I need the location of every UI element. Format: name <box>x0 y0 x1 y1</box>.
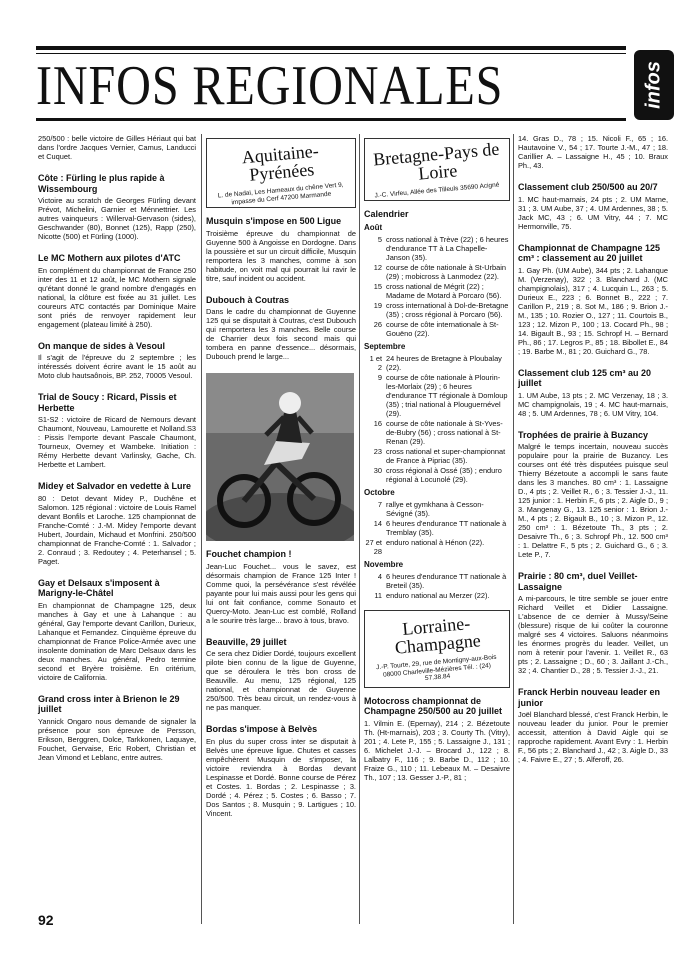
article-heading: Le MC Mothern aux pilotes d'ATC <box>38 253 181 263</box>
region-title: Bretagne-Pays de Loire <box>372 138 501 184</box>
article <box>206 637 356 713</box>
region-address: L. de Nadai, Les Hameaux du chêne Vert 9, impasse du Cerf 47200 Marmande <box>217 181 344 206</box>
article-body: 1. UM Aube, 13 pts ; 2. MC Verzenay, 18 ; 3. MC champignolais, 19 ; 4. MC haut-marnais, 48 ; 5. UM Ardennes, 78 ; 6. UM Vitry, 104. <box>518 390 668 418</box>
calendar-event <box>364 591 510 600</box>
article <box>518 687 668 764</box>
event-text: enduro national à Hénon (22). <box>386 538 485 547</box>
event-day: 14 <box>373 519 382 528</box>
column-1 <box>38 134 196 774</box>
event-text: cross international à Dol-de-Bretagne (35) ; cross régional à Porcaro (56). <box>386 301 509 319</box>
article <box>518 182 668 231</box>
article-heading: Championnat de Champagne 125 cm³ : classement au 20 juillet <box>518 242 661 263</box>
article-heading: On manque de sides à Vesoul <box>38 340 166 351</box>
article-body: Il s'agit de l'épreuve du 2 septembre ; les intéressés doivent écrire avant le 15 août au Moto club hautsaônois, BP. 252, 70005 Vesoul. <box>38 353 196 380</box>
article-heading: Côte : Fürling le plus rapide à Wissembourg <box>38 173 165 194</box>
article-body: 1. Vilmin E. (Epernay), 214 ; 2. Bézetoute Th. (Ht-marnais), 203 ; 3. Courty Th. (Vitry), 201 ; 4. Lete P., 155 ; 5. Lassaigne J., 131 ; 6. Michelet J.-J. – Brocard J., 122 ; 8. Lalbatry F., 116 ; 9. Barbe D., 112 ; 10. Fraize G., 110 ; 11. Lebeaux M. – Desaivre Th., 107 ; 13. Gesser J.-P., 81 ; <box>364 718 510 782</box>
event-day: 16 <box>373 419 382 428</box>
region-badge-aquitaine <box>206 138 356 208</box>
article-heading: Dubouch à Coutras <box>206 294 290 305</box>
article <box>206 216 356 283</box>
article <box>38 481 196 566</box>
calendar-event <box>364 320 510 338</box>
article-heading: Classement club 250/500 au 20/7 <box>518 182 658 192</box>
article-body: S1-S2 : victoire de Ricard de Nemours devant Chaumont, Nouveau, Lamourette et Nolland.S3 : Pissis l'emporte devant Pascale Chaumont, Tourneux, Overney et Wambeke. Initiation : Rémy Herbette devant Varlinsky, Gache, Ch. Herbette et Lambert. <box>38 415 196 469</box>
calendar-event <box>364 466 510 484</box>
article-body: En complément du championnat de France 250 inter des 11 et 12 août, le MC Mothern signale qu'étant donné le grand nombre d'engagés en national, la clôture est fixée au 31 juillet. Les coureurs ATC contactés par Dominique Maire sont priés de renvoyer rapidement leur engagement (plateau limité à 250). <box>38 265 196 329</box>
masthead-rule-top <box>36 46 626 50</box>
motocross-photo <box>206 373 354 541</box>
event-text: cross national à Trève (22) ; 6 heures d'endurance TT à La Chapelle-Janson (35). <box>386 235 509 262</box>
event-day: 4 <box>377 572 382 581</box>
event-text: cross national et super-championnat de France à Pipriac (35). <box>386 447 506 465</box>
event-day: 23 <box>373 447 382 456</box>
calendar-event <box>364 538 510 556</box>
event-text: 6 heures d'endurance TT nationale à Breteil (35). <box>386 572 507 590</box>
event-day: 11 <box>374 591 382 600</box>
event-day: 15 <box>373 282 382 291</box>
event-day: 26 <box>373 320 382 329</box>
article-heading: Trophées de prairie à Buzancy <box>518 429 649 440</box>
article <box>206 549 356 625</box>
calendar-month: Août <box>364 223 383 232</box>
event-text: 24 heures de Bretagne à Ploubalay (22). <box>386 354 502 372</box>
article-heading: Grand cross inter à Brienon le 29 juillet <box>38 693 180 714</box>
article-heading: Musquin s'impose en 500 Ligue <box>206 216 342 226</box>
event-day: 19 <box>373 301 382 310</box>
calendar-event <box>364 282 510 300</box>
calendar-event <box>364 235 510 262</box>
article <box>206 295 356 362</box>
region-title: Lorraine-Champagne <box>394 613 482 658</box>
article-heading: Prairie : 80 cm³, duel Veillet-Lassaigne <box>518 571 638 592</box>
article-heading: Beauville, 29 juillet <box>206 636 287 647</box>
region-address: J.-C. Virfeu, Allée des Tilleuls 35690 Acigné <box>374 181 500 200</box>
event-text: rallye et gymkhana à Cesson-Sévigné (35). <box>386 500 484 518</box>
calendar-event <box>364 519 510 537</box>
article-body: Ce sera chez Didier Dordé, toujours excellent pilote bien connu de la ligue de Guyenne, que se déroulera le très bon cross de Beauville. Au menu, 125 régional, 125 national, et championnat de Guyenne 250/500. Très beau circuit, un rendez-vous à ne pas manquer. <box>206 649 356 712</box>
article <box>518 134 668 170</box>
article-body: Malgré le temps incertain, nouveau succès populaire pour la prairie de Buzancy. Les courses ont été très disputées puisque seul Thierry Bézetoute a accompli le sans faute dans les 3 manches. 80 cm³ : 1. Lassaigne D., 4 pts ; 2. Veillet R., 6 ; 3. Tessier J.-J., 11. 125 junior : 1. Herbin F., 6 pts ; 2. Aigle D., 9 ; 3. Mangenay G., 13. 125 senior : 1. Brion J.-M., 4 pts ; 2. Bigault B., 10 ; 3. Mizon P., 12. 250 cm³ : 1. Bézetoute Th., 3 pts ; 2. Desaivre Th., 6 ; 3. Schropf Ph., 12. 500 cm³ : 1. Delattre F., 5 pts ; 2. Guichard G., 6 ; 3. Lete P., 7. <box>518 442 668 559</box>
event-day: 1 et 2 <box>369 354 382 372</box>
event-text: cross national de Mégrit (22) ; Madame de Motard à Porcaro (56). <box>386 282 502 300</box>
masthead-title: INFOS REGIONALES <box>36 55 504 117</box>
article <box>518 243 668 356</box>
article-heading: Fouchet champion ! <box>206 549 292 559</box>
calendar <box>364 223 510 600</box>
article-heading: Trial de Soucy : Ricard, Pissis et Herbette <box>38 392 177 413</box>
calendar-event <box>364 572 510 590</box>
article-body: 14. Gras D., 78 ; 15. Nicoli F., 65 ; 16. Hautavoine V., 54 ; 17. Tourte J.-M., 47 ; 18. Carillier A. – Lassaigne H., 45 ; 10. Braux Ph., 43. <box>518 134 668 170</box>
calendar-month: Septembre <box>364 342 406 351</box>
article-heading: Motocross championnat de Champagne 250/500 au 20 juillet <box>364 695 503 716</box>
calendar-event <box>364 500 510 518</box>
article <box>518 571 668 675</box>
calendar-event <box>364 373 510 418</box>
region-address: J.-P. Tourte, 29, rue de Montigny-aux-Bois 08000 Charleville-Mézières Tél. : (24) 57.38.84 <box>375 653 497 683</box>
event-text: 6 heures d'endurance TT nationale à Tremblay (35). <box>386 519 507 537</box>
article-heading: Bordas s'impose à Belvès <box>206 724 318 734</box>
column-4 <box>518 134 668 776</box>
event-day: 9 <box>377 373 382 382</box>
article-body: Dans le cadre du championnat de Guyenne 125 qui se disputait à Coutras, c'est Dubouch qui remportera les 3 manches. Belle course de Charrier deux fois second mais qui tombera en panne d'essence... désormais, Dubouch prend le large... <box>206 307 356 361</box>
article-body: 250/500 : belle victoire de Gilles Hériaut qui bat dans l'ordre Jacques Vernier, Camus, Landucci et Cuquet. <box>38 134 196 161</box>
article-body: Troisième épreuve du championnat de Guyenne 500 à Angoisse en Dordogne. Dans la poussière et sur un circuit difficile, Musquin remportera les 3 manches, comme à son habitude, on voit mal qui pourrait lui ravir le titre, sauf incident ou accident. <box>206 228 356 283</box>
article <box>38 173 196 241</box>
calendar-event <box>364 419 510 446</box>
infos-logo <box>634 50 674 120</box>
article-body: Yannick Ongaro nous demande de signaler la présence pour son épreuve de Persson, Erikson, Berggren, Dolce, Tarkkonen, Laquaye, Fouchet, Gervaise, Eric Robert, Christian et Jean Vimond et Leblanc, entre autres. <box>38 716 196 762</box>
article-body: Jean-Luc Fouchet... vous le savez, est désormais champion de France 125 Inter ! Comme quoi, la persévérance s'est révélée payante pour lui mais aussi pour les gens qui lui ont fait confiance, comme Sonauto et Quercy-Moto. Jean-Luc est comblé, Rolland a le sourire très large... bravo à tous, bravo. <box>206 561 356 625</box>
event-text: course de côte nationale à Plourin-les-Morlaix (29) ; 6 heures d'endurance TT régionale à Domloup (35) ; trial national à Plouguernével (29). <box>386 373 508 418</box>
article-body: En championnat de Champagne 125, deux manches à Gay et une à Lahanque : au général, Gay l'emporte devant Carillon, Durieux, Lahanque et Fernandez. Cinquième épreuve du championnat de France Police-Armée avec une insolente domination de Marc Delsaux dans les deux manches. Au général, Pedro termine second et Bryère troisième. En critérium, victoire de California. <box>38 600 196 682</box>
calendar-month: Novembre <box>364 560 404 569</box>
event-text: cross régional à Ossé (35) ; enduro régional à Locunolé (29). <box>386 466 502 484</box>
region-badge-bretagne <box>364 138 510 201</box>
event-day: 27 et 28 <box>365 538 382 556</box>
calendar-event <box>364 263 510 281</box>
article <box>518 368 668 418</box>
event-day: 7 <box>377 500 382 509</box>
article-heading: Midey et Salvador en vedette à Lure <box>38 481 192 491</box>
article-body: 1. Gay Ph. (UM Aube), 344 pts ; 2. Lahanque M. (Verzenay), 322 ; 3. Blanchard J. (MC champignolais), 317 ; 4. Lucquin L., 263 ; 5. Durieux E., 223 ; 6. Bonnet B., 222 ; 7. Carillon P., 219 ; 8. Sot M., 186 ; 9. Brion J.-M., 135 ; 10. Rozier O., 127 ; 11. Courtois B., 123 ; 12. Mizon P., 100 ; 13. Cocard Ph., 98 ; 14. Bigault B., 93 ; 15. Schropf H. – Bernard Ph., 86 ; 17. Legros P., 85 ; 18. Bibollet E., 84 ; 19. Barbe M., 81 ; 20. Guichard G., 78. <box>518 265 668 356</box>
column-2 <box>206 134 356 830</box>
masthead <box>36 40 668 128</box>
article <box>518 430 668 560</box>
motocross-photo-image <box>206 373 354 541</box>
article <box>38 253 196 329</box>
event-text: enduro national au Merzer (22). <box>386 591 490 600</box>
event-day: 5 <box>377 235 382 244</box>
article <box>38 694 196 762</box>
article-body: 80 : Detot devant Midey P., Duchêne et Salomon. 125 régional : victoire de Louis Ramel devant Bonfils et Laroche. 125 championnat de Franche-Comté : J.-M. Midey l'emporte devant Hubert, Jourdain, Michaud et Monfrini. 250/500 championnat de Franche-Comté : 1. Salvador ; 2. Conraud ; 3. Redoutey ; 4. Peterhansel ; 5. Paget. <box>38 493 196 566</box>
article <box>38 578 196 682</box>
calendar-title: Calendrier <box>364 208 409 219</box>
column-divider <box>513 134 514 924</box>
calendar-event <box>364 447 510 465</box>
region-badge-lorraine <box>364 610 510 688</box>
calendar-month: Octobre <box>364 488 395 497</box>
event-day: 12 <box>373 263 382 272</box>
article-heading: Franck Herbin nouveau leader en junior <box>518 687 661 708</box>
calendar-event <box>364 301 510 319</box>
event-day: 30 <box>373 466 382 475</box>
article-body: A mi-parcours, le titre semble se jouer entre Richard Veillet et Didier Lassaigne. L'absence de ce dernier à Mussy/Seine (blessure) risque de lui coûter la couronne malgré ses 4 victoires. Saluons néanmoins les énormes progrès du leader. Veillet, un nom à retenir pour l'avenir. 1. Veillet R., 63 pts ; 2. Lassaigne ; D., 60 ; 3. Jaillant J.-Ch., 32 ; 4. Chantier D., 28 ; 5. Tessier J.-J., 21. <box>518 594 668 675</box>
calendar-event <box>364 354 510 372</box>
infos-logo-text: infos <box>642 61 665 109</box>
article-heading: Gay et Delsaux s'imposent à Marigny-le-Châtel <box>38 577 160 598</box>
article <box>38 341 196 381</box>
event-text: course de côte nationale à St-Yves-de-Bubry (56) ; cross national à St-Renan (29). <box>386 419 503 446</box>
column-3 <box>364 134 510 794</box>
article-body: En plus du super cross inter se disputait à Belvès une épreuve ligue. Chutes et casses empêchèrent Musquin de s'imposer, la victoire reviendra à Bordas devant Lespinasse et Dordé. Bonne course de Pérez et Costes. 1. Bordas ; 2. Lespinasse ; 3. Dordé ; 4. Pérez ; 5. Costes ; 6. Basso ; 7. Dos Santos ; 8. Musquin ; 9. Lartigues ; 10. Vincent. <box>206 736 356 818</box>
article-body: Joël Blanchard blessé, c'est Franck Herbin, le nouveau leader du junior. Pour le premier accessit, attention à David Aigle qui se rapproche rapidement. Avant Evry : 1. Herbin F., 56 pts ; 2. Blanchard J., 42 ; 3. Aigle D., 33 ; 4. Faivre E., 27 ; 5. Alferoff, 26. <box>518 710 668 764</box>
event-text: course de côte nationale à St-Urbain (29) ; mobicross à Lanmodez (22). <box>386 263 506 281</box>
article-heading: Classement club 125 cm³ au 20 juillet <box>518 367 652 388</box>
event-text: course de côte internationale à St-Gouëno (22). <box>386 320 499 338</box>
page-number: 92 <box>38 912 54 928</box>
article <box>206 724 356 818</box>
column-divider <box>201 134 202 924</box>
masthead-rule-bottom <box>36 118 626 121</box>
article <box>38 392 196 469</box>
column-divider <box>359 134 360 924</box>
article <box>38 134 196 161</box>
article-body: 1. MC haut-marnais, 24 pts ; 2. UM Marne, 31 ; 3. UM Aube, 37 ; 4. UM Ardennes, 38 ; 5. Jack MC, 43 ; 6. UM Vitry, 44 ; 7. MC Hermonville, 75. <box>518 194 668 231</box>
article <box>364 696 510 782</box>
region-title: Aquitaine-Pyrénées <box>240 140 320 185</box>
article-body: Victoire au scratch de Georges Fürling devant Prévot, Michelini, Garnier et Ménnettrier. Les autres vainqueurs : Willerval-Gervason (sides), Geschwander (80), Bonnet (125), Rapp (250), Nicotte (500) et Fürling (1000). <box>38 196 196 241</box>
